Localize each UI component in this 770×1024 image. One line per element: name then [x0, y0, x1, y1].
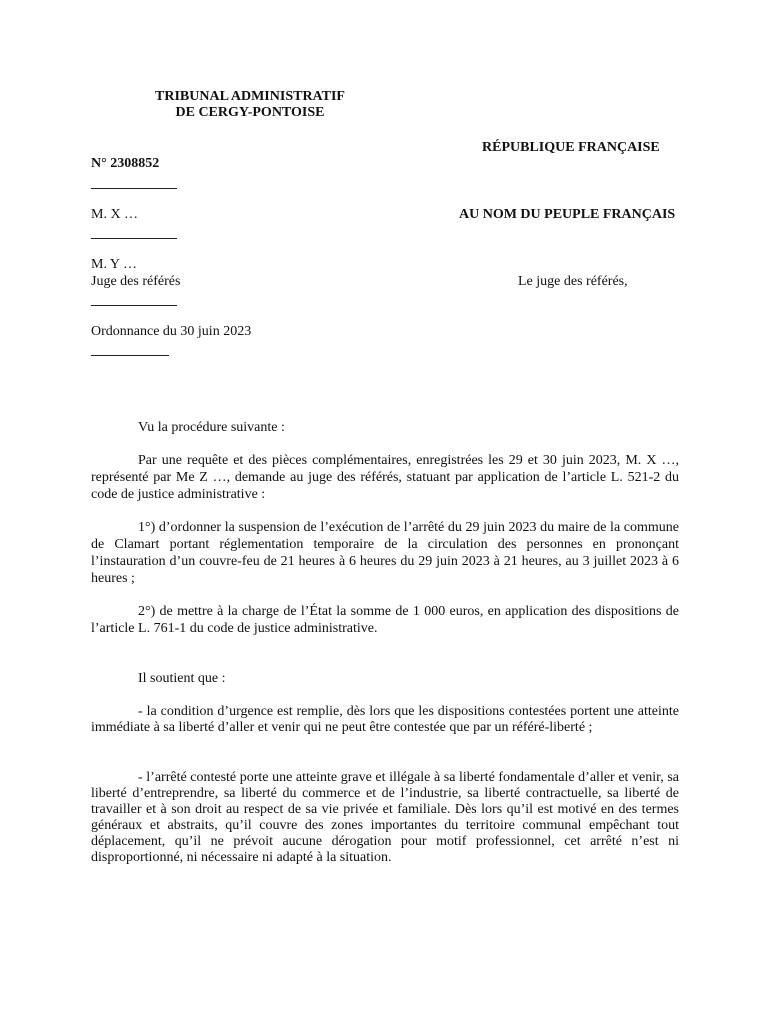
paragraph-requete: Par une requête et des pièces complémentaires, enregistrées les 29 et 30 juin 2023, M. X …, représenté par Me Z …, demande au juge des référés, statuant par application de l’article L. 521-2 du code de justice administrative :	[91, 453, 679, 502]
juge-right-label: Le juge des référés,	[518, 274, 628, 289]
paragraph-conclusion-1: 1°) d’ordonner la suspension de l’exécution de l’arrêté du 29 juin 2023 du maire de la commune de Clamart portant réglementation temporaire de la circulation des personnes en prononçant l’instauration d’un couvre-feu de 21 heures à 6 heures du 29 juin 2023 à 21 heures, au 3 juillet 2023 à 6 heures ;	[91, 520, 679, 586]
tribunal-name-line2: DE CERGY-PONTOISE	[175, 105, 325, 120]
party-1: M. X …	[91, 207, 139, 222]
separator-rule	[91, 188, 177, 189]
separator-rule	[91, 355, 169, 356]
party-2: M. Y …	[91, 257, 138, 272]
au-nom-heading: AU NOM DU PEUPLE FRANÇAIS	[459, 207, 676, 222]
case-number: N° 2308852	[91, 156, 160, 171]
separator-rule	[91, 238, 177, 239]
tribunal-name-line1: TRIBUNAL ADMINISTRATIF	[155, 89, 345, 104]
paragraph-atteinte: - l’arrêté contesté porte une atteinte grave et illégale à sa liberté fondamentale d’aller et venir, sa liberté d’entreprendre, sa liberté du commerce et de l’industrie, sa liberté contractuelle, sa liberté de travailler et à son droit au respect de sa vie privée et familiale. Dès lors qu’il est motivé en des termes généraux et abstraits, qu’il couvre des zones importantes du territoire communal empêchant tout déplacement, qu’il ne prévoit aucune dérogation pour motif professionnel, cet arrêté n’est ni disproportionné, ni nécessaire ni adapté à la situation.	[91, 770, 679, 865]
soutient-heading: Il soutient que :	[138, 671, 226, 686]
republique-heading: RÉPUBLIQUE FRANÇAISE	[482, 140, 660, 155]
ordonnance-date: Ordonnance du 30 juin 2023	[91, 324, 252, 339]
juge-label: Juge des référés	[91, 274, 181, 289]
paragraph-conclusion-2: 2°) de mettre à la charge de l’État la somme de 1 000 euros, en application des dispositions de l’article L. 761-1 du code de justice administrative.	[91, 604, 679, 636]
paragraph-urgence: - la condition d’urgence est remplie, dès lors que les dispositions contestées portent une atteinte immédiate à sa liberté d’aller et venir qui ne peut être contestée que par un référé-liberté ;	[91, 704, 679, 735]
separator-rule	[91, 305, 177, 306]
vu-heading: Vu la procédure suivante :	[138, 420, 285, 435]
